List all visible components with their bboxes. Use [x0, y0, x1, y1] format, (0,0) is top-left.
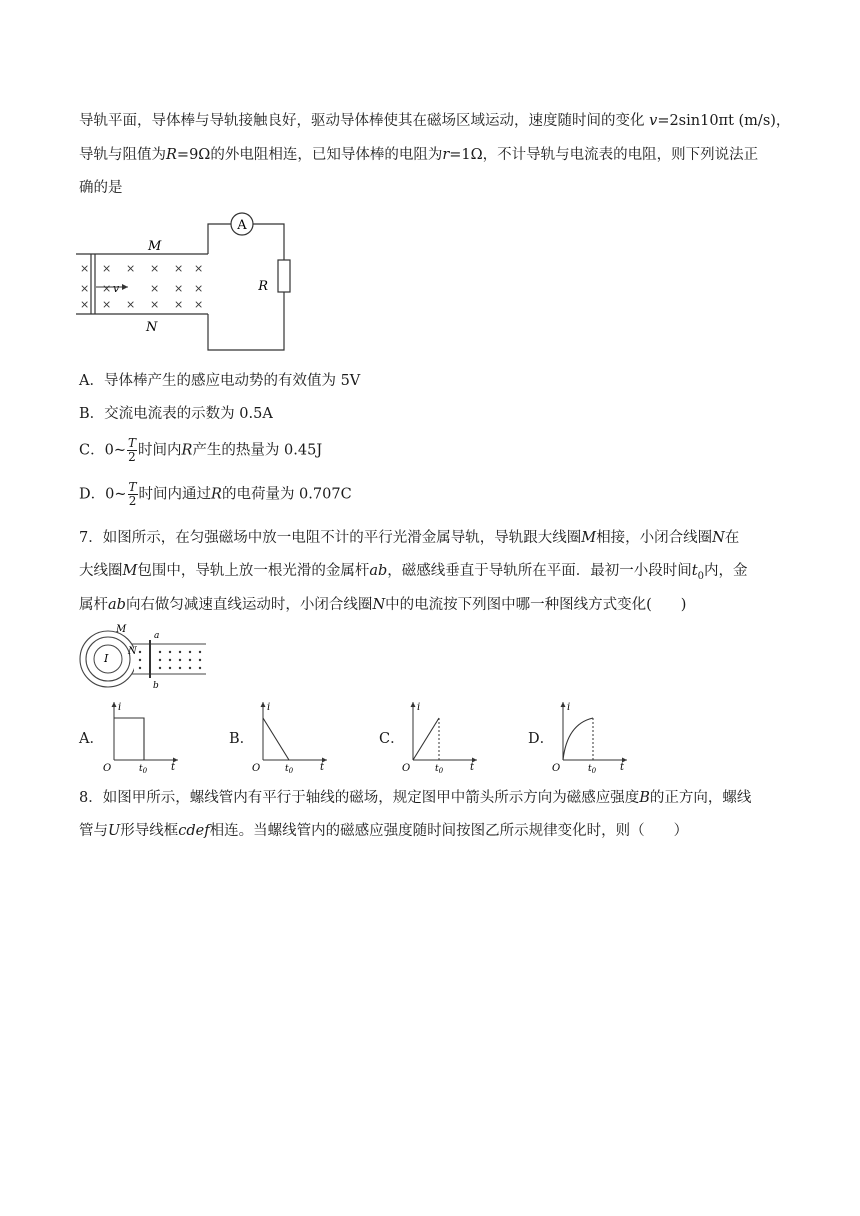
velocity-symbol: v [649, 113, 658, 129]
question-text: 管与 [79, 823, 108, 839]
svg-text:×: × [80, 262, 90, 275]
symbol: M [581, 530, 597, 546]
graph-b[interactable] [249, 698, 333, 774]
q7-line-1 [79, 528, 739, 548]
question-text: 包围中，导轨上放一根光滑的金属杆 [137, 563, 370, 579]
svg-text:×: × [150, 298, 160, 311]
option-text: C．0~ [79, 442, 126, 459]
resistor-symbol: R [211, 486, 222, 503]
svg-text:×: × [174, 282, 184, 295]
symbol: ab [369, 563, 388, 579]
rail-n-label: N [146, 320, 158, 335]
symbol: ab [108, 597, 126, 613]
option-text: B．交流电流表的示数为 0.5A [79, 406, 273, 422]
circuit-figure [76, 210, 298, 356]
option-text: 时间内 [138, 442, 182, 459]
q6-option-c[interactable] [79, 437, 322, 464]
graph-c[interactable] [399, 698, 483, 774]
intro-line-1 [79, 111, 790, 131]
fraction-numerator: T [127, 436, 136, 450]
origin-label: O [552, 763, 561, 774]
svg-text:×: × [150, 262, 160, 275]
q7-option-a-label[interactable]: A． [79, 731, 104, 747]
t0-label: $t_0$ [588, 764, 597, 774]
origin-label: O [402, 763, 411, 774]
axis-i-label: i [417, 702, 421, 713]
intro-line-3 [79, 178, 123, 198]
axis-i-label: i [267, 702, 271, 713]
svg-text:×: × [194, 282, 204, 295]
question-text: 大线圈 [79, 563, 123, 579]
question-text: 内，金 [704, 563, 748, 579]
q8-line-1 [79, 788, 751, 808]
svg-text:×: × [102, 262, 112, 275]
question-text: 的正方向，螺线 [649, 790, 752, 806]
rod-a-label: a [154, 631, 160, 641]
question-text: 相接，小闭合线圈 [596, 530, 713, 546]
q7-option-b-label[interactable]: B． [229, 731, 255, 747]
axis-t-label: t [470, 762, 475, 773]
axis-i-label: i [567, 702, 571, 713]
t0-label: $t_0$ [285, 764, 294, 774]
resistor-icon [278, 260, 290, 292]
origin-label: O [252, 763, 261, 774]
intro-text: 确的是 [79, 180, 123, 196]
fraction-denominator: 2 [128, 450, 136, 464]
q7-line-2 [79, 561, 748, 587]
intro-text: 导轨平面，导体棒与导轨接触良好，驱动导体棒使其在磁场区域运动，速度随时间的变化 [79, 113, 645, 129]
option-text: 的电荷量为 0.707C [221, 486, 352, 503]
axis-t-label: t [620, 762, 625, 773]
fraction-t-over-2 [127, 437, 137, 464]
internal-resistance-symbol: r [442, 147, 450, 163]
option-text: A．导体棒产生的感应电动势的有效值为 5V [79, 373, 361, 389]
velocity-label: v [113, 282, 120, 295]
svg-text:×: × [150, 282, 160, 295]
t0-label: $t_0$ [435, 764, 444, 774]
question-text: 中的电流按下列图中哪一种图线方式变化( ) [385, 597, 687, 613]
origin-label: O [103, 763, 112, 774]
symbol: U [108, 823, 121, 839]
option-text: 产生的热量为 0.45J [192, 442, 323, 459]
axis-t-label: t [171, 762, 176, 773]
question-text: 形导线框 [120, 823, 179, 839]
option-text: 时间内通过 [138, 486, 212, 503]
svg-text:×: × [194, 262, 204, 275]
q7-option-d-label[interactable]: D． [528, 731, 555, 747]
question-text: 8．如图甲所示，螺线管内有平行于轴线的磁场，规定图甲中箭头所示方向为磁感应强度 [79, 790, 640, 806]
question-text: ，磁感线垂直于导轨所在平面．最初一小段时间 [387, 563, 692, 579]
velocity-equation: =2sin10πt (m/s)， [657, 113, 791, 129]
symbol: B [639, 790, 650, 806]
axis-i-label: i [118, 702, 122, 713]
graph-a[interactable] [100, 698, 184, 774]
fraction-t-over-2 [128, 481, 138, 508]
coil-figure [78, 624, 206, 690]
question-text: 在 [724, 530, 740, 546]
svg-text:×: × [102, 298, 112, 311]
fraction-numerator: T [128, 480, 137, 494]
resistor-symbol: R [166, 147, 177, 163]
intro-line-2 [79, 145, 758, 165]
symbol: cdef [178, 823, 210, 839]
symbol: N [712, 530, 725, 546]
question-text: 向右做匀减速直线运动时，小闭合线圈 [125, 597, 373, 613]
question-text: 相连。当螺线管内的磁感应强度随时间按图乙所示规律变化时，则（ ） [209, 823, 689, 839]
question-text: 7．如图所示，在匀强磁场中放一电阻不计的平行光滑金属导轨，导轨跟大线圈 [79, 530, 582, 546]
q6-option-b[interactable] [79, 404, 273, 424]
q6-option-d[interactable] [79, 481, 352, 508]
q6-option-a[interactable] [79, 371, 360, 391]
q7-option-c-label[interactable]: C． [379, 731, 405, 747]
fraction-denominator: 2 [128, 494, 137, 508]
subscript: 0 [697, 570, 704, 582]
svg-text:×: × [194, 298, 204, 311]
rod-b-label: b [153, 681, 159, 690]
svg-text:×: × [174, 262, 184, 275]
current-label: I [104, 652, 109, 665]
axis-t-label: t [320, 762, 325, 773]
svg-text:×: × [80, 282, 90, 295]
option-text: D．0~ [79, 486, 127, 503]
q7-line-3 [79, 595, 686, 615]
graph-d[interactable] [549, 698, 633, 774]
question-text: 属杆 [79, 597, 108, 613]
svg-text:×: × [102, 282, 112, 295]
symbol: M [122, 563, 138, 579]
svg-text:×: × [80, 298, 90, 311]
svg-text:×: × [174, 298, 184, 311]
q8-line-2 [79, 821, 688, 841]
coil-n-label: N [128, 646, 137, 657]
intro-text: =1Ω，不计导轨与电流表的电阻，则下列说法正 [449, 147, 759, 163]
intro-text: =9Ω的外电阻相连，已知导体棒的电阻为 [176, 147, 443, 163]
resistor-symbol: R [181, 442, 193, 459]
ammeter-label: A [237, 218, 247, 233]
t0-label: $t_0$ [139, 764, 148, 774]
coil-m-label: M [116, 624, 127, 635]
symbol: N [372, 597, 386, 613]
symbol: t [691, 563, 698, 579]
svg-text:×: × [126, 298, 136, 311]
svg-text:×: × [126, 262, 136, 275]
rail-m-label: M [148, 239, 162, 254]
resistor-label: R [258, 279, 268, 294]
intro-text: 导轨与阻值为 [79, 147, 166, 163]
